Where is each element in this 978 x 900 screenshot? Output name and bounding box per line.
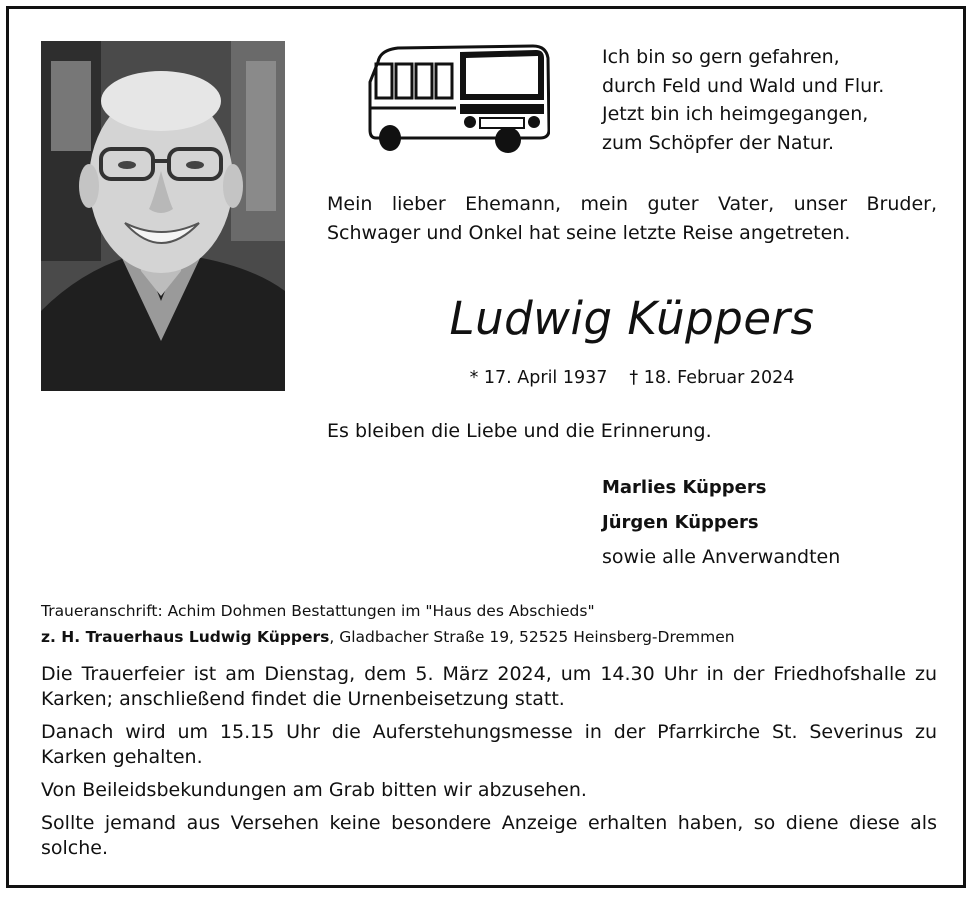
signers [602, 470, 840, 575]
closing-line: Es bleiben die Liebe und die Erinnerung. [327, 420, 712, 442]
life-dates [327, 368, 937, 388]
address-street: , Gladbacher Straße 19, 52525 Heinsberg-Dremmen [329, 628, 735, 646]
poem-line: zum Schöpfer der Natur. [602, 131, 835, 154]
death-date: † 18. Februar 2024 [629, 368, 795, 388]
portrait-photo [41, 41, 285, 391]
poem-line: Ich bin so gern gefahren, [602, 46, 840, 68]
address-line-2 [41, 624, 735, 650]
info-paragraph: Von Beileidsbekundungen am Grab bitten wir abzusehen. [41, 779, 587, 801]
address-recipient: z. H. Trauerhaus Ludwig Küppers [41, 628, 330, 646]
signer-others: sowie alle Anverwandten [602, 546, 841, 568]
mourning-address [41, 598, 735, 650]
bus-icon [368, 42, 550, 154]
ceremony-info [41, 662, 937, 869]
address-line-1: Traueranschrift: Achim Dohmen Bestattungen im "Haus des Abschieds" [41, 602, 595, 620]
poem-line: durch Feld und Wald und Flur. [602, 74, 885, 97]
info-paragraph: Sollte jemand aus Versehen keine besondere Anzeige erhalten haben, so diene diese als solche. [41, 812, 937, 859]
signer-name: Marlies Küppers [602, 477, 767, 498]
portrait-image [41, 41, 285, 391]
poem-line: Jetzt bin ich heimgegangen, [602, 103, 869, 125]
intro-text: Mein lieber Ehemann, mein guter Vater, unser Bruder, Schwager und Onkel hat seine letzte Reise angetreten. [327, 193, 937, 244]
signer-name: Jürgen Küppers [602, 512, 759, 533]
deceased-name: Ludwig Küppers [449, 292, 815, 345]
birth-date: * 17. April 1937 [469, 368, 608, 388]
poem [602, 43, 884, 157]
info-paragraph: Danach wird um 15.15 Uhr die Auferstehungsmesse in der Pfarrkirche St. Severinus zu Karken gehalten. [41, 721, 937, 768]
info-paragraph: Die Trauerfeier ist am Dienstag, dem 5. März 2024, um 14.30 Uhr in der Friedhofshalle zu Karken; anschließend findet die Urnenbeisetzung statt. [41, 663, 937, 710]
